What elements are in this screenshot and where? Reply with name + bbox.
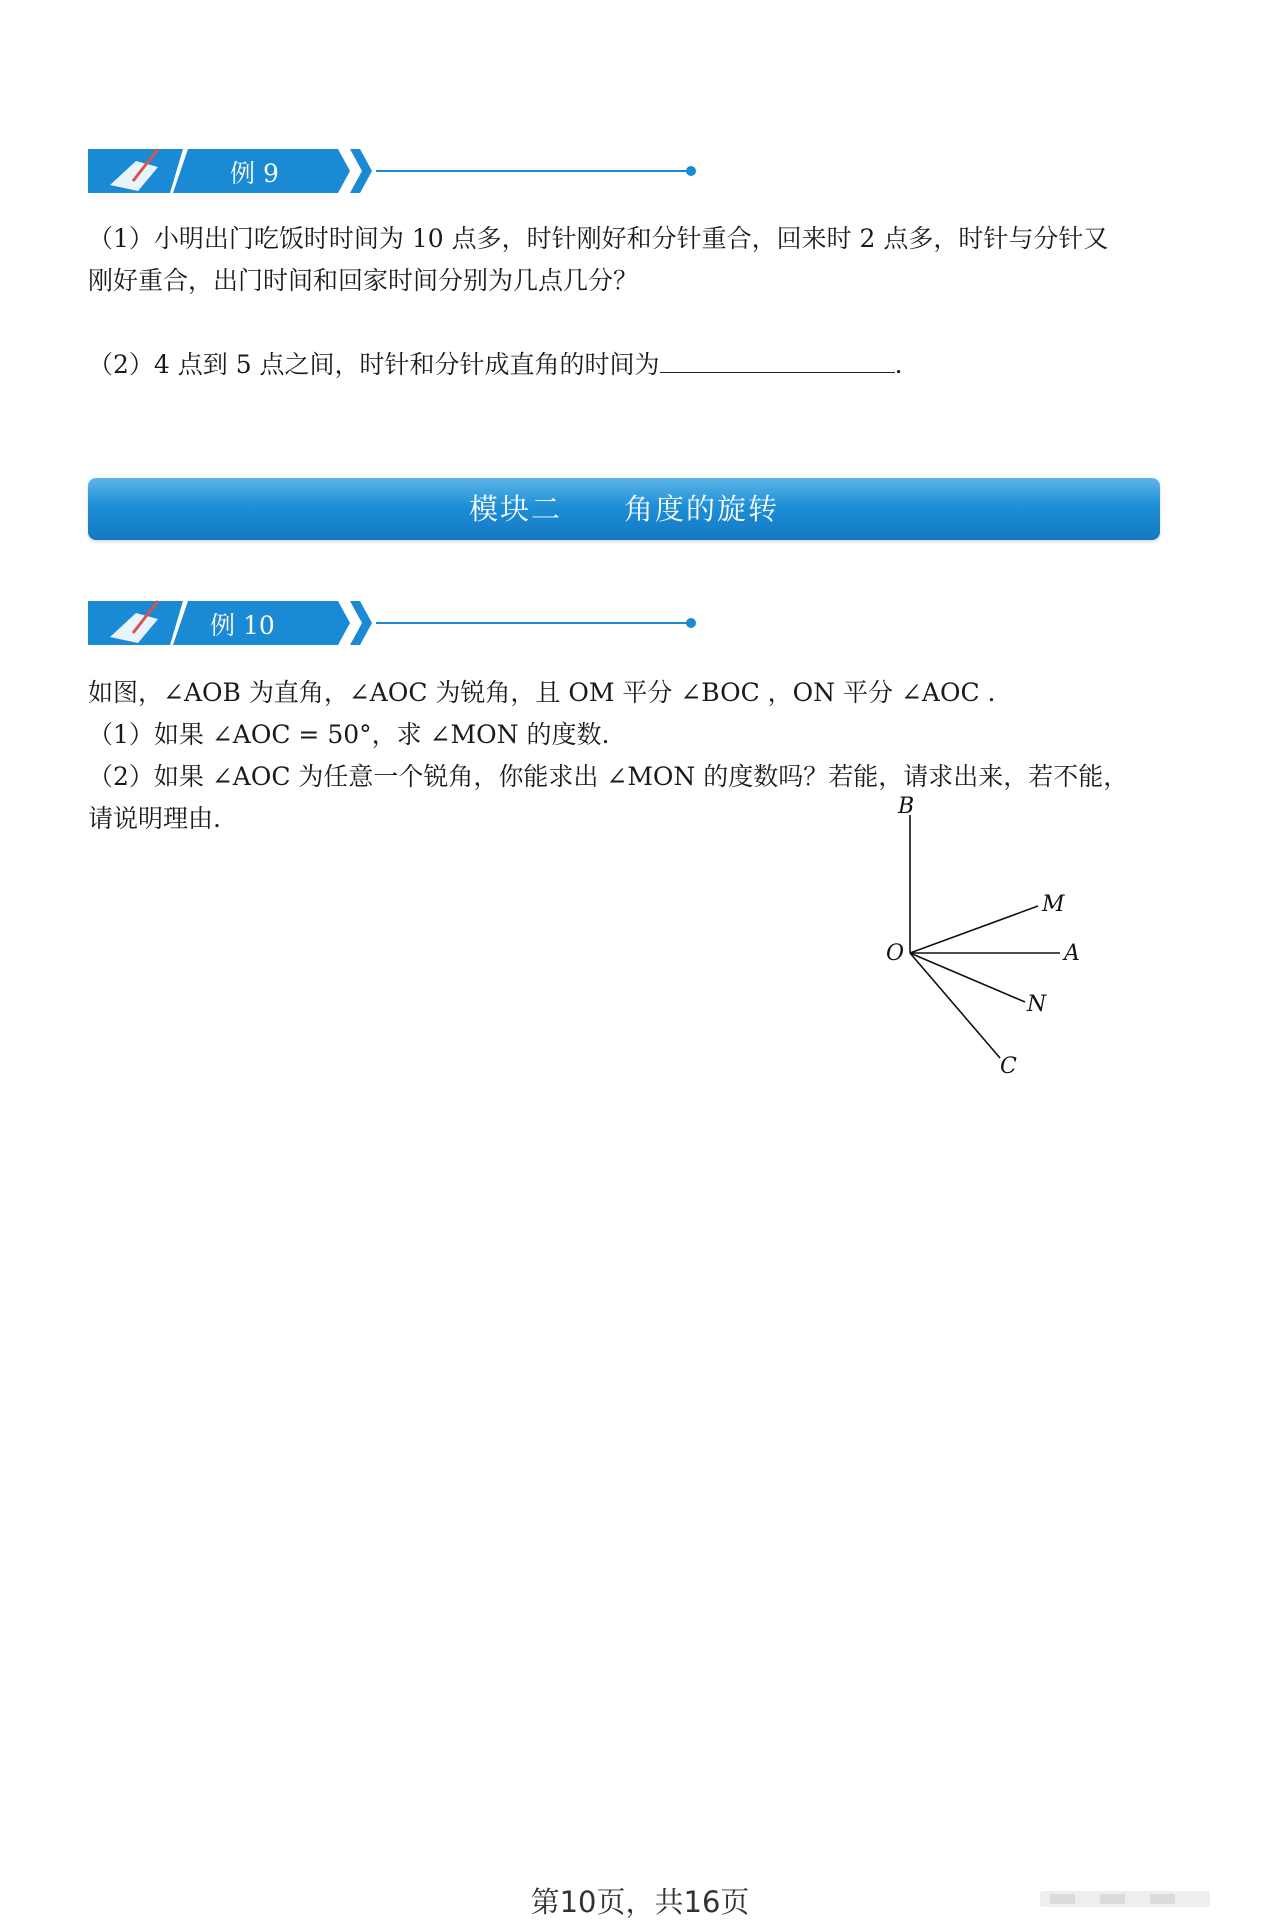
- ray-on: [910, 953, 1025, 1002]
- label-a: A: [1064, 941, 1080, 966]
- label-n: N: [1027, 992, 1047, 1017]
- example-label: 例 10: [210, 611, 275, 640]
- page-number: 第10页，共16页: [530, 1885, 750, 1919]
- example-9-question-1-line-2: 刚好重合，出门时间和回家时间分别为几点几分？: [88, 266, 639, 295]
- ray-om: [910, 906, 1038, 953]
- example-label: 例 9: [230, 159, 279, 188]
- question-2-end: .: [894, 350, 903, 379]
- example-9-question-2: [88, 344, 1198, 386]
- example-9-question-1-line-1: （1）小明出门吃饭时时间为 10 点多，时针刚好和分针重合，回来时 2 点多，时针与分针又: [88, 224, 1109, 253]
- label-m: M: [1042, 892, 1065, 917]
- label-o: O: [886, 941, 905, 966]
- angle-diagram: [870, 795, 1100, 1085]
- ray-oc: [910, 953, 1000, 1058]
- question-2-text: （2）4 点到 5 点之间，时针和分针成直角的时间为: [88, 350, 660, 379]
- label-c: C: [1000, 1054, 1017, 1079]
- label-b: B: [898, 795, 915, 819]
- example-header-graphic: [88, 145, 708, 197]
- example-10-intro: 如图，∠AOB 为直角，∠AOC 为锐角，且 OM 平分 ∠BOC ，ON 平分 ∠AOC .: [88, 678, 996, 707]
- example-10-question-2-line-1: （2）如果 ∠AOC 为任意一个锐角，你能求出 ∠MON 的度数吗？若能，请求出来，若不能，: [88, 762, 1129, 791]
- example-9-header: [88, 145, 708, 197]
- example-header-graphic: [88, 597, 708, 649]
- example-10-header: [88, 597, 708, 649]
- module-banner: 模块二 角度的旋转: [88, 478, 1160, 540]
- example-10-question-1: （1）如果 ∠AOC = 50°，求 ∠MON 的度数.: [88, 720, 610, 749]
- viewer-toolbar: [1030, 1885, 1250, 1915]
- answer-blank: [660, 346, 895, 373]
- example-10-question-2-line-2: 请说明理由.: [88, 804, 221, 833]
